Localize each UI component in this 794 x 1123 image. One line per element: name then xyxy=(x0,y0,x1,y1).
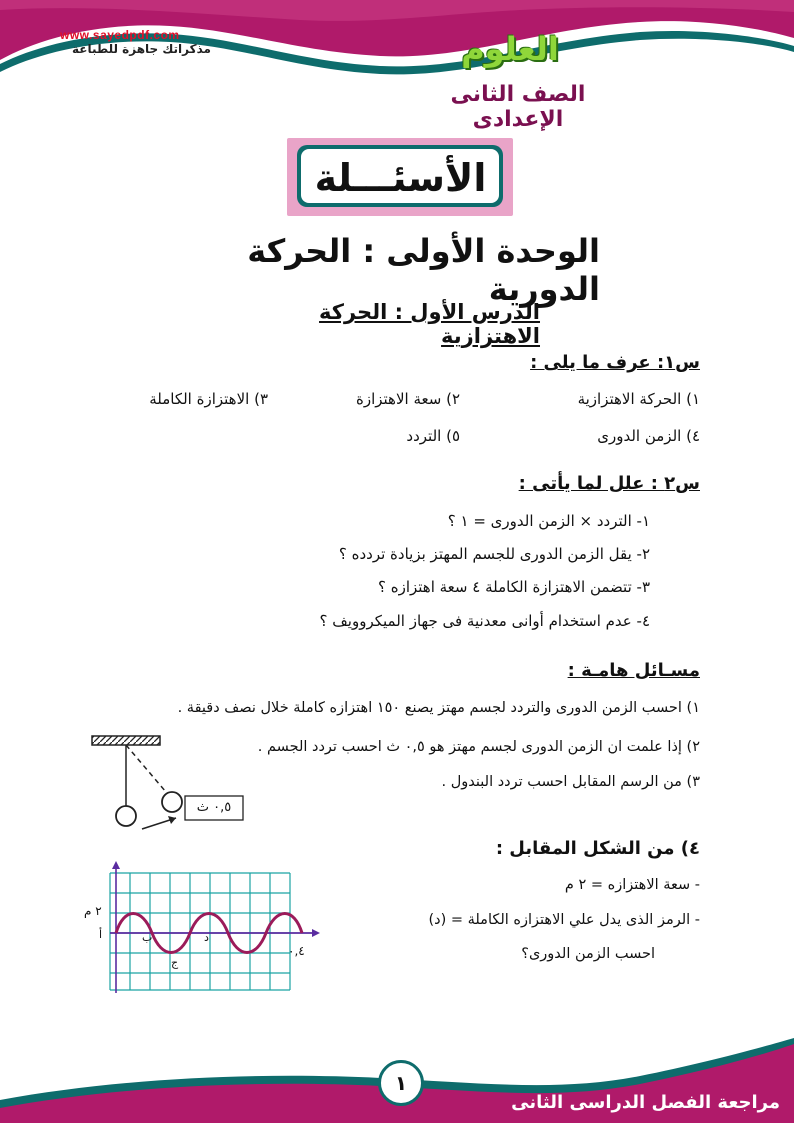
q2-item-3: ٣- تتضمن الاهتزازة الكاملة ٤ سعة اهتزازه ؟ xyxy=(377,578,650,596)
q1-heading: س١: عرف ما يلى : xyxy=(530,352,700,373)
q4-line-2: - الرمز الذى يدل علي الاهتزازه الكاملة = (د) xyxy=(428,912,700,928)
graph-point-b: ب xyxy=(142,931,153,944)
wave-graph xyxy=(80,855,330,1005)
graph-point-a: أ xyxy=(99,928,103,941)
q1-item-3: ٣) الاهتزازة الكاملة xyxy=(149,390,268,408)
q1-item-5: ٥) التردد xyxy=(406,427,460,445)
problem-1: ١) احسب الزمن الدورى والتردد لجسم مهتز يصنع ١٥٠ اهتزازه كاملة خلال نصف دقيقة . xyxy=(177,700,700,716)
grade-title: الصف الثانى الإعدادى xyxy=(450,82,586,132)
q2-item-1: ١- التردد × الزمن الدورى = ١ ؟ xyxy=(447,512,650,530)
graph-x-end-label: ٠,٤ xyxy=(288,944,305,958)
subject-title: العلوم xyxy=(461,30,559,68)
q4-line-1: - سعة الاهتزازه = ٢ م xyxy=(564,877,700,893)
q1-item-2: ٢) سعة الاهتزازة xyxy=(355,390,460,408)
problem-3: ٣) من الرسم المقابل احسب تردد البندول . xyxy=(441,774,700,790)
q4-line-3: احسب الزمن الدورى؟ xyxy=(521,946,655,962)
q1-item-1: ١) الحركة الاهتزازية xyxy=(577,390,700,408)
q4-heading: ٤) من الشكل المقابل : xyxy=(495,838,700,859)
problem-2: ٢) إذا علمت ان الزمن الدورى لجسم مهتز هو ٠,٥ ث احسب تردد الجسم . xyxy=(257,739,700,755)
q1-item-4: ٤) الزمن الدورى xyxy=(597,427,700,445)
graph-point-d: د xyxy=(204,931,209,944)
graph-y-label: ٢ م xyxy=(84,904,102,918)
q2-item-4: ٤- عدم استخدام أوانى معدنية فى جهاز الميكروويف ؟ xyxy=(319,612,650,630)
watermark-site: www.sayedpdf.com xyxy=(60,28,180,42)
q2-item-2: ٢- يقل الزمن الدورى للجسم المهتز بزيادة تردده ؟ xyxy=(338,545,650,563)
header-decoration xyxy=(0,0,794,130)
unit-title: الوحدة الأولى : الحركة الدورية xyxy=(247,232,600,308)
problems-heading: مسـائل هامـة : xyxy=(567,660,700,681)
graph-point-c: ج xyxy=(171,956,179,969)
q2-heading: س٢ : علل لما يأتى : xyxy=(518,473,700,494)
section-title: الأسئـــلة xyxy=(314,156,487,200)
lesson-title: الدرس الأول : الحركة الاهتزازية xyxy=(319,300,540,348)
pendulum-figure xyxy=(88,730,248,835)
watermark-text: مذكراتك جاهزة للطباعة xyxy=(72,42,211,56)
footer-text: مراجعة الفصل الدراسى الثانى xyxy=(511,1092,780,1113)
page-number: ١ xyxy=(378,1060,424,1106)
pendulum-time-label: ٠,٥ ث xyxy=(196,800,232,815)
